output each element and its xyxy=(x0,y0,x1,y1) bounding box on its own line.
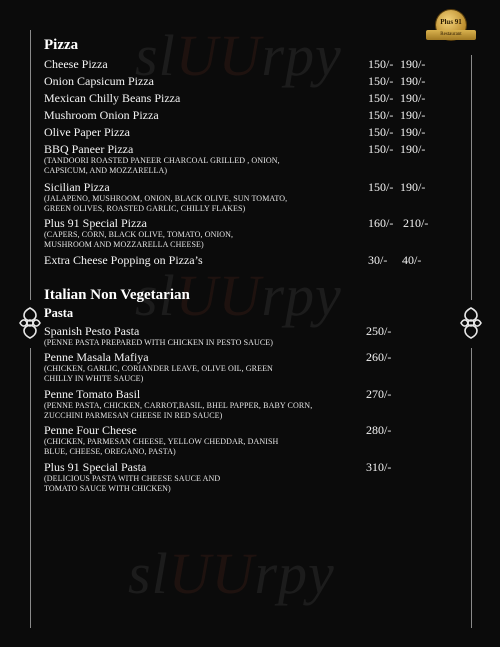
menu-item-sicilian-pizza xyxy=(44,180,304,214)
item-name: Spanish Pesto Pasta xyxy=(44,324,140,338)
price-large: 190/- xyxy=(400,142,426,156)
item-description: (PENNE PASTA PREPARED WITH CHICKEN IN PESTO SAUCE) xyxy=(44,338,274,347)
price: 260/- xyxy=(366,350,392,364)
item-description: (CAPERS, CORN, BLACK OLIVE, TOMATO, ONION, MUSHROOM AND MOZZARELLA CHEESE) xyxy=(44,230,234,249)
price-small: 150/- xyxy=(368,91,394,105)
price-large: 190/- xyxy=(400,91,426,105)
price: 310/- xyxy=(366,460,392,474)
price-small: 150/- xyxy=(368,74,394,88)
right-ornament-icon xyxy=(458,306,484,340)
item-name: Cheese Pizza xyxy=(44,57,108,71)
subsection-title-pasta: Pasta xyxy=(44,306,74,320)
price-large: 190/- xyxy=(400,180,426,194)
price: 280/- xyxy=(366,423,392,437)
price: 250/- xyxy=(366,324,392,338)
menu-item-plus91-special-pasta xyxy=(44,460,254,494)
menu-item-penne-four-cheese xyxy=(44,423,284,457)
price-large: 190/- xyxy=(400,57,426,71)
item-name: Plus 91 Special Pizza xyxy=(44,216,147,230)
item-name: Onion Capsicum Pizza xyxy=(44,74,154,88)
menu-item-penne-tomato-basil xyxy=(44,387,334,421)
item-name: Plus 91 Special Pasta xyxy=(44,460,147,474)
price-large: 190/- xyxy=(400,74,426,88)
item-description: (DELICIOUS PASTA WITH CHEESE SAUCE AND TOMATO SAUCE WITH CHICKEN) xyxy=(44,474,221,493)
price: 270/- xyxy=(366,387,392,401)
watermark-bottom: slUUrpy xyxy=(128,541,335,606)
price-large: 190/- xyxy=(400,125,426,139)
item-description: (JALAPENO, MUSHROOM, ONION, BLACK OLIVE, SUN TOMATO, GREEN OLIVES, ROASTED GARLIC, CHILLY FLAKES) xyxy=(44,194,288,213)
price-large: 40/- xyxy=(402,253,422,267)
item-name: Extra Cheese Popping on Pizza’s xyxy=(44,253,203,267)
item-name: Sicilian Pizza xyxy=(44,180,110,194)
item-description: (CHICKEN, GARLIC, CORIANDER LEAVE, OLIVE OIL, GREEN CHILLY IN WHITE SAUCE) xyxy=(44,364,273,383)
item-name: Penne Tomato Basil xyxy=(44,387,141,401)
price-small: 150/- xyxy=(368,57,394,71)
price-small: 30/- xyxy=(368,253,388,267)
price-small: 160/- xyxy=(368,216,394,230)
section-title-italian-non-veg: Italian Non Vegetarian xyxy=(44,287,190,303)
right-rule-top xyxy=(471,55,472,300)
left-ornament-icon xyxy=(17,306,43,340)
left-rule-bottom xyxy=(30,348,31,628)
menu-item-spanish-pesto-pasta xyxy=(44,324,344,348)
price-small: 150/- xyxy=(368,142,394,156)
watermark-middle: slUUrpy xyxy=(135,263,342,328)
menu-item-bbq-paneer-pizza xyxy=(44,142,324,176)
item-description: (CHICKEN, PARMESAN CHEESE, YELLOW CHEDDAR, DANISH BLUE, CHEESE, OREGANO, PASTA) xyxy=(44,437,279,456)
price-large: 190/- xyxy=(400,108,426,122)
restaurant-badge-logo xyxy=(426,10,476,50)
badge-title: Plus 91 xyxy=(440,18,462,26)
watermark-top: slUUrpy xyxy=(135,23,342,88)
price-large: 210/- xyxy=(403,216,429,230)
menu-item-plus91-special-pizza xyxy=(44,216,264,250)
menu-item-penne-masala-mafiya xyxy=(44,350,284,384)
item-name: Penne Four Cheese xyxy=(44,423,137,437)
item-name: Mushroom Onion Pizza xyxy=(44,108,159,122)
section-title-pizza: Pizza xyxy=(44,37,79,53)
right-rule-bottom xyxy=(471,348,472,628)
left-rule-top xyxy=(30,30,31,300)
item-name: Mexican Chilly Beans Pizza xyxy=(44,91,181,105)
price-small: 150/- xyxy=(368,125,394,139)
item-name: Olive Paper Pizza xyxy=(44,125,130,139)
item-description: (TANDOORI ROASTED PANEER CHARCOAL GRILLED , ONION, CAPSICUM, AND MOZZARELLA) xyxy=(44,156,280,175)
price-small: 150/- xyxy=(368,108,394,122)
item-name: Penne Masala Mafiya xyxy=(44,350,149,364)
price-small: 150/- xyxy=(368,180,394,194)
badge-ribbon xyxy=(426,30,476,40)
item-description: (PENNE PASTA, CHICKEN, CARROT,BASIL, BHEL PAPPER, BABY CORN, ZUCCHINI PARMESAN CHEESE IN RED SAUCE) xyxy=(44,401,313,420)
badge-subtitle: Restaurant xyxy=(440,32,462,37)
item-name: BBQ Paneer Pizza xyxy=(44,142,134,156)
